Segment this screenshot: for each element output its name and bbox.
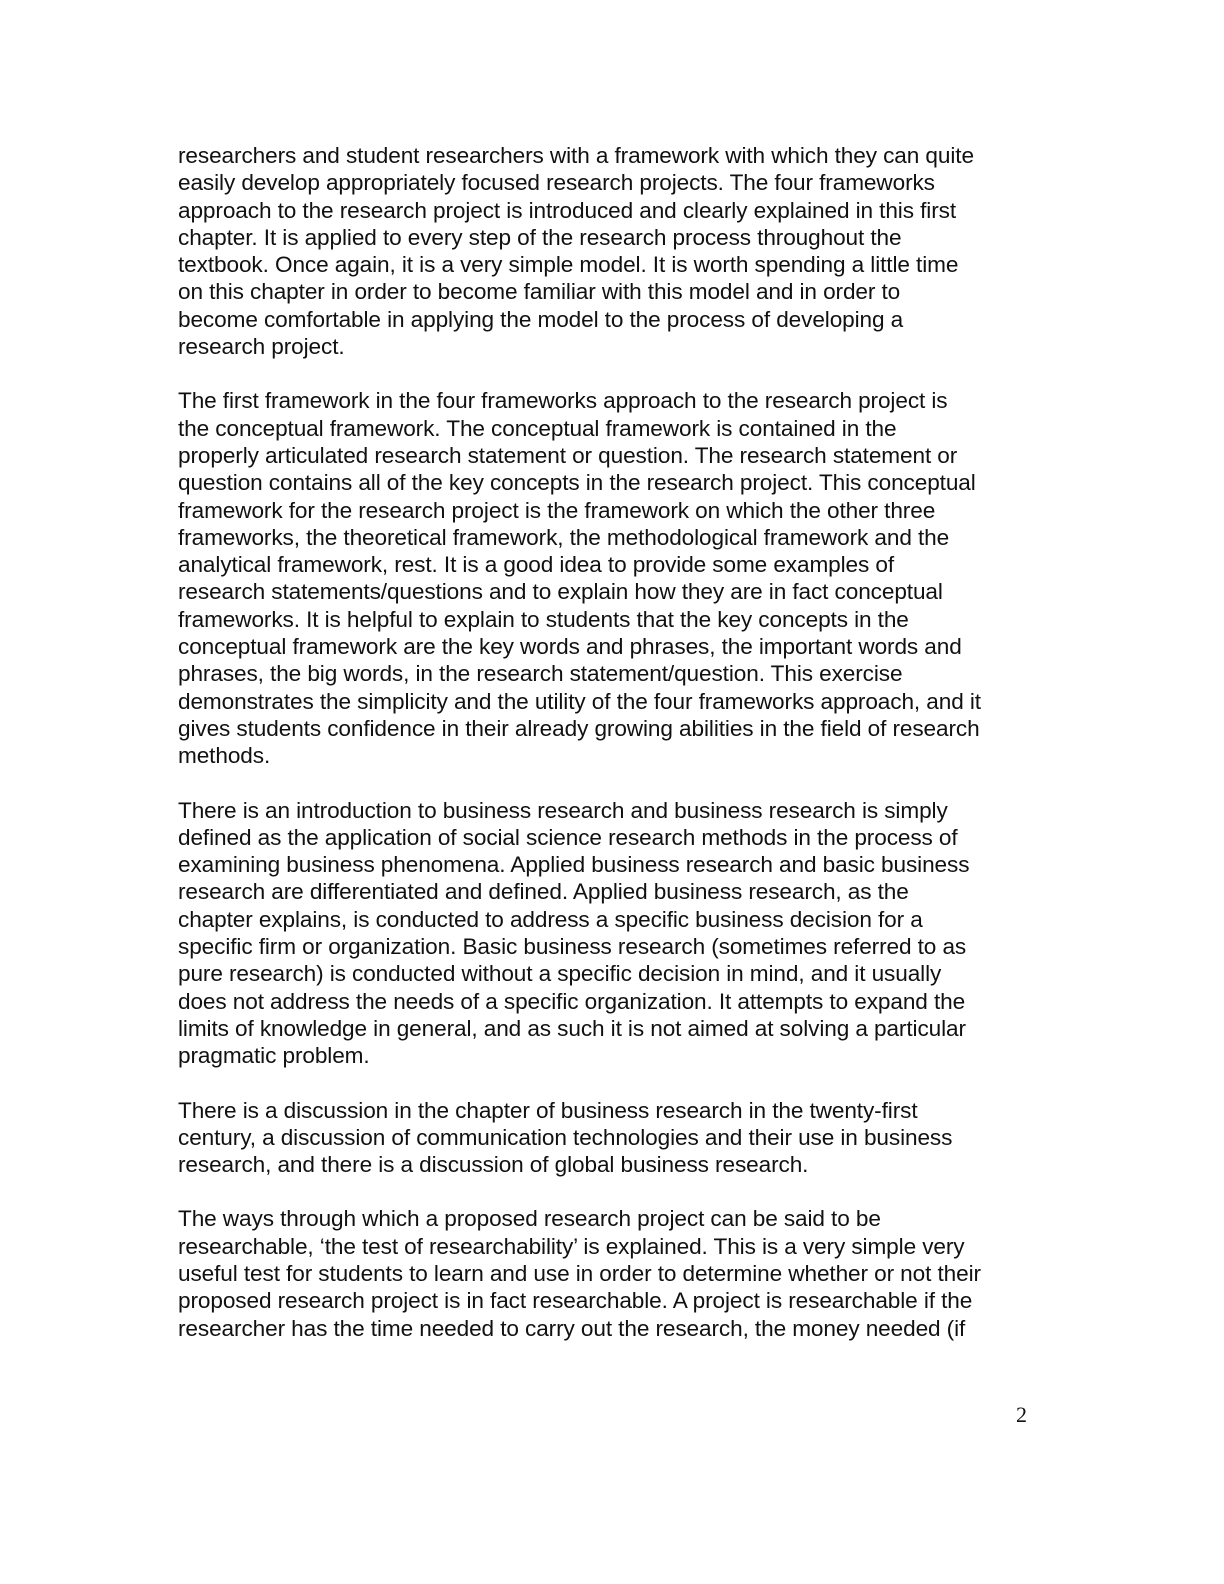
- body-text: [178, 142, 1058, 1369]
- text-line: research are differentiated and defined. Applied business research, as the: [178, 879, 909, 905]
- text-line: gives students confidence in their already growing abilities in the field of research: [178, 715, 980, 741]
- text-line: The ways through which a proposed research project can be said to be: [178, 1206, 881, 1232]
- text-line: frameworks. It is helpful to explain to students that the key concepts in the: [178, 606, 909, 632]
- text-line: useful test for students to learn and use in order to determine whether or not their: [178, 1260, 981, 1286]
- text-line: easily develop appropriately focused research projects. The four frameworks: [178, 170, 935, 196]
- text-line: century, a discussion of communication technologies and their use in business: [178, 1124, 953, 1150]
- text-line: conceptual framework are the key words and phrases, the important words and: [178, 634, 962, 660]
- text-line: research statements/questions and to explain how they are in fact conceptual: [178, 579, 943, 605]
- text-line: methods.: [178, 743, 271, 769]
- text-line: There is a discussion in the chapter of business research in the twenty-first: [178, 1097, 918, 1123]
- text-line: approach to the research project is introduced and clearly explained in this first: [178, 197, 956, 223]
- text-line: proposed research project is in fact researchable. A project is researchable if the: [178, 1288, 973, 1314]
- text-line: the conceptual framework. The conceptual framework is contained in the: [178, 415, 897, 441]
- text-line: pure research) is conducted without a specific decision in mind, and it usually: [178, 961, 942, 987]
- paragraph-5: [178, 1205, 1058, 1341]
- text-line: chapter explains, is conducted to address a specific business decision for a: [178, 906, 923, 932]
- text-line: frameworks, the theoretical framework, the methodological framework and the: [178, 524, 950, 550]
- text-line: research project.: [178, 334, 345, 360]
- text-line: The first framework in the four frameworks approach to the research project is: [178, 388, 948, 414]
- text-line: analytical framework, rest. It is a good idea to provide some examples of: [178, 552, 895, 578]
- text-line: does not address the needs of a specific organization. It attempts to expand the: [178, 988, 966, 1014]
- text-line: specific firm or organization. Basic business research (sometimes referred to as: [178, 934, 967, 960]
- paragraph-4: [178, 1097, 1058, 1179]
- paragraph-1: [178, 142, 1058, 360]
- text-line: limits of knowledge in general, and as such it is not aimed at solving a particular: [178, 1015, 966, 1041]
- text-line: research, and there is a discussion of global business research.: [178, 1152, 809, 1178]
- text-line: question contains all of the key concepts in the research project. This conceptual: [178, 470, 976, 496]
- paragraph-2: [178, 387, 1058, 769]
- text-line: textbook. Once again, it is a very simple model. It is worth spending a little time: [178, 252, 959, 278]
- text-line: chapter. It is applied to every step of the research process throughout the: [178, 224, 902, 250]
- text-line: researchers and student researchers with a framework with which they can quite: [178, 143, 974, 168]
- text-line: researchable, ‘the test of researchability’ is explained. This is a very simple very: [178, 1233, 965, 1259]
- paragraph-3: [178, 797, 1058, 1070]
- text-line: defined as the application of social science research methods in the process of: [178, 824, 958, 850]
- text-line: There is an introduction to business research and business research is simply: [178, 797, 948, 823]
- text-line: researcher has the time needed to carry out the research, the money needed (if: [178, 1315, 966, 1341]
- text-line: pragmatic problem.: [178, 1043, 370, 1069]
- text-line: become comfortable in applying the model to the process of developing a: [178, 306, 904, 332]
- text-line: examining business phenomena. Applied business research and basic business: [178, 852, 970, 878]
- text-line: demonstrates the simplicity and the utility of the four frameworks approach, and it: [178, 688, 981, 714]
- text-line: properly articulated research statement or question. The research statement or: [178, 442, 958, 468]
- text-line: phrases, the big words, in the research statement/question. This exercise: [178, 661, 903, 687]
- page-number: 2: [1016, 1402, 1027, 1427]
- text-line: on this chapter in order to become familiar with this model and in order to: [178, 279, 901, 305]
- text-line: framework for the research project is the framework on which the other three: [178, 497, 936, 523]
